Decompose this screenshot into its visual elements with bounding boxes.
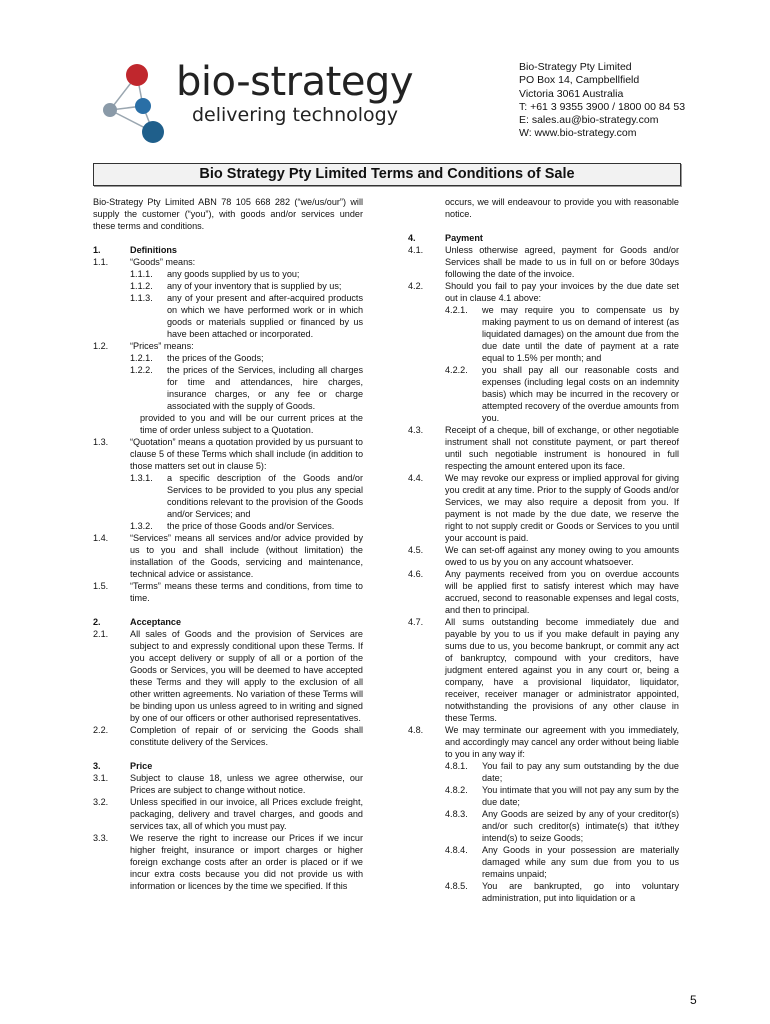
subclause: 4.8.4. Any Goods in your possession are materially damaged while any sum due from you to us remains unpaid; bbox=[445, 845, 679, 879]
section-heading: 2. Acceptance bbox=[93, 617, 182, 627]
clause: 1.1. “Goods” means: bbox=[93, 257, 196, 267]
clause: 3.2. Unless specified in our invoice, all Prices exclude freight, packaging, delivery and travel charges, and goods and services tax, all of which you must pay. bbox=[93, 797, 363, 831]
document-title: Bio Strategy Pty Limited Terms and Conditions of Sale bbox=[93, 163, 681, 186]
intro-paragraph: Bio-Strategy Pty Limited ABN 78 105 668 282 (“we/us/our”) will supply the customer (“you”), with goods and/or services under these terms and conditions. bbox=[93, 197, 363, 231]
clause: 1.3. “Quotation” means a quotation provided by us pursuant to clause 5 of these Terms which shall include (in addition to those matters set out in clause 5): bbox=[93, 437, 363, 471]
left-column bbox=[93, 196, 363, 904]
clause: 1.2. “Prices” means: bbox=[93, 341, 194, 351]
clause: 4.3. Receipt of a cheque, bill of exchange, or other negotiable instrument shall not constitute payment, or part thereof until such negotiable instrument is honoured in full respecting the amount entered upon its face. bbox=[408, 425, 679, 471]
logo-tagline: delivering technology bbox=[192, 104, 398, 126]
page-number: 5 bbox=[690, 993, 697, 1007]
company-state: Victoria 3061 Australia bbox=[519, 87, 624, 100]
subclause: 1.2.2. the prices of the Services, including all charges for time and attendances, hire charges, insurance charges, or any fee or charge associated with the supply of Goods. bbox=[130, 365, 363, 411]
subclause: 1.1.3. any of your present and after-acquired products on which we have performed work or in which goods or materials supplied or financed by us have been attached or incorporated. bbox=[130, 293, 363, 339]
section-payment bbox=[408, 232, 679, 904]
subclause: 1.2.1. the prices of the Goods; bbox=[130, 353, 264, 363]
subclause: 1.1.2. any of your inventory that is supplied by us; bbox=[130, 281, 342, 291]
company-address bbox=[519, 61, 685, 141]
section-price bbox=[93, 760, 363, 892]
section-heading: 1. Definitions bbox=[93, 245, 177, 255]
company-website: W: www.bio-strategy.com bbox=[519, 127, 637, 140]
clause: 4.2. Should you fail to pay your invoices by the due date set out in clause 4.1 above: bbox=[408, 281, 679, 303]
subclause: 4.8.3. Any Goods are seized by any of your creditor(s) and/or such creditor(s) intimate(s) that it/they intend(s) to seize Goods; bbox=[445, 809, 679, 843]
clause-continuation: provided to you and will be our current prices at the time of order unless subject to a Quotation. bbox=[140, 413, 363, 435]
subclause: 4.2.2. you shall pay all our reasonable costs and expenses (including legal costs on an indemnity basis) which may be incurred in the recovery or attempted recovery of the overdue amounts from you. bbox=[445, 365, 679, 423]
clause: 3.1. Subject to clause 18, unless we agree otherwise, our Prices are subject to change without notice. bbox=[93, 773, 363, 795]
clause: 2.2. Completion of repair of or servicing the Goods shall constitute delivery of the Services. bbox=[93, 725, 363, 747]
section-heading: 3. Price bbox=[93, 761, 153, 771]
clause: 1.4. “Services” means all services and/or advice provided by us to you and shall include (without limitation) the installation of the Goods, servicing and maintenance, technical advice or assistance. bbox=[93, 533, 363, 579]
company-phone: T: +61 3 9355 3900 / 1800 00 84 53 bbox=[519, 100, 686, 113]
company-email: E: sales.au@bio-strategy.com bbox=[519, 114, 659, 127]
section-definitions bbox=[93, 244, 363, 604]
blue-atom bbox=[135, 98, 151, 114]
right-column bbox=[408, 196, 679, 916]
subclause: 4.8.5. You are bankrupted, go into voluntary administration, put into liquidation or a bbox=[445, 881, 679, 903]
section-heading: 4. Payment bbox=[408, 233, 483, 243]
molecule-logo-icon bbox=[96, 58, 186, 148]
logo-wordmark: bio-strategy bbox=[176, 59, 413, 105]
subclause: 1.3.2. the price of those Goods and/or Services. bbox=[130, 521, 335, 531]
subclause: 4.8.1. You fail to pay any sum outstanding by the due date; bbox=[445, 761, 679, 783]
company-po-box: PO Box 14, Campbellfield bbox=[519, 74, 640, 87]
subclause: 1.1.1. any goods supplied by us to you; bbox=[130, 269, 300, 279]
carryover-text: occurs, we will endeavour to provide you with reasonable notice. bbox=[445, 197, 679, 219]
clause: 4.8. We may terminate our agreement with you immediately, and accordingly may cancel any order without being liable to you in any way if: bbox=[408, 725, 679, 759]
company-logo bbox=[96, 58, 416, 148]
subclause: 1.3.1. a specific description of the Goods and/or Services to be provided to you plus any special conditions relevant to the provision of the Goods and/or Services; and bbox=[130, 473, 363, 519]
navy-atom bbox=[142, 121, 164, 143]
clause: 4.7. All sums outstanding become immediately due and payable by you to us if you make default in paying any sums due to us, you become bankrupt, or commit any act of bankruptcy, compound with your creditors, have judgment entered against you in any court or, being a company, have a provisional liquidator, liquidator, receiver, receiver manager or administrator appointed, notwithstanding the provisions of any other clause in these Terms. bbox=[408, 617, 679, 723]
subclause: 4.8.2. You intimate that you will not pay any sum by the due date; bbox=[445, 785, 679, 807]
clause: 1.5. “Terms” means these terms and conditions, from time to time. bbox=[93, 581, 363, 603]
clause: 4.5. We can set-off against any money owing to you amounts owed to us by you on any account whatsoever. bbox=[408, 545, 679, 567]
gray-atom bbox=[103, 103, 117, 117]
clause: 3.3. We reserve the right to increase our Prices if we incur higher freight, insurance or import charges or higher foreign exchange costs after an order is placed or if we incur extra costs because you did not provide us with information or licences by the time we specified. If this bbox=[93, 833, 363, 891]
clause: 4.1. Unless otherwise agreed, payment for Goods and/or Services shall be made to us in full on or before 30days following the date of the invoice. bbox=[408, 245, 679, 279]
clause: 2.1. All sales of Goods and the provision of Services are subject to and expressly conditional upon these Terms. If you accept delivery or supply of all or a portion of the Goods or Services, you will be deemed to have accepted these Terms and they will apply to the exclusion of all other written agreements. No variation of these Terms will be binding upon us unless agreed to in writing and signed by one of our officers or other authorised representatives. bbox=[93, 629, 363, 723]
clause: 4.4. We may revoke our express or implied approval for giving you credit at any time. Prior to the supply of Goods and/or Services, we may also require a deposit from you. If payment is not made by the due date, we reserve the right to not supply credit or Goods or Services to you until your account is paid. bbox=[408, 473, 679, 543]
clause: 4.6. Any payments received from you on overdue accounts will be applied first to satisfy interest which may have accrued, second to reasonable expenses and legal costs, and then to principal. bbox=[408, 569, 679, 615]
subclause: 4.2.1. we may require you to compensate us by making payment to us on demand of interest (as liquidated damages) on the amount due from the due date until the date of payment at a rate equal to 1.5% per month; and bbox=[445, 305, 679, 363]
section-acceptance bbox=[93, 616, 363, 748]
company-name: Bio-Strategy Pty Limited bbox=[519, 61, 632, 73]
red-atom bbox=[126, 64, 148, 86]
